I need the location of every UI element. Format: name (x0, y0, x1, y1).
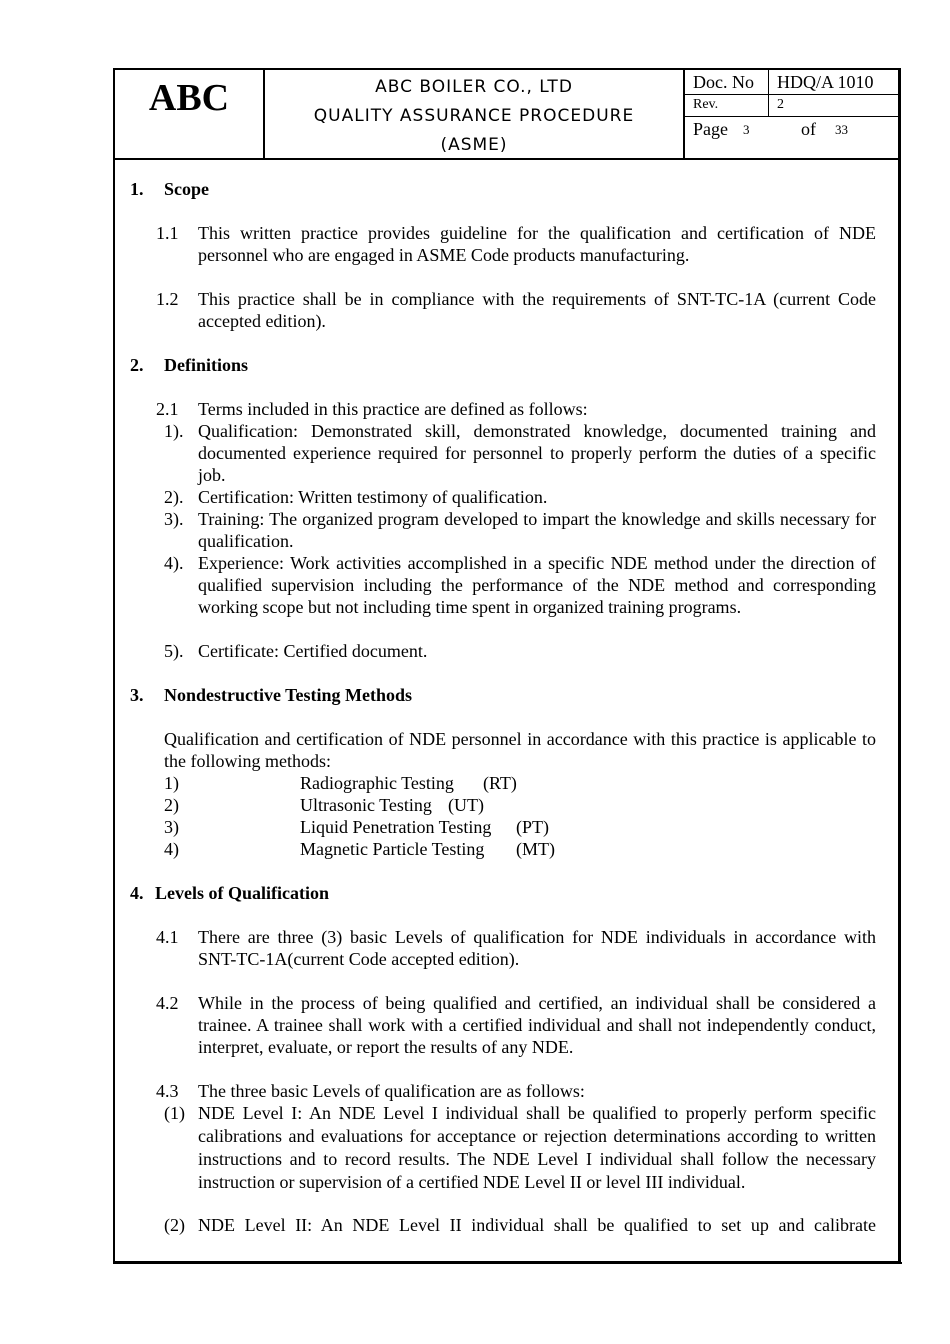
item-4-3-text: The three basic Levels of qualification are as follows: (198, 1081, 585, 1101)
item-1-2-number: 1.2 (156, 289, 179, 309)
document-info-box (683, 70, 898, 158)
method-2-name: Ultrasonic Testing (300, 795, 432, 815)
item-1-1-text: This written practice provides guideline for the qualification and certification of NDE personnel who are engaged in ASME Code products manufacturing. (198, 223, 876, 265)
document-type: QUALITY ASSURANCE PROCEDURE (313, 106, 635, 126)
frame-bottom-edge (113, 1262, 902, 1264)
section-2-title: Definitions (164, 355, 249, 375)
definition-5-number: 5). (164, 641, 184, 661)
section-1-number: 1. (130, 179, 144, 199)
item-4-2-number: 4.2 (156, 993, 179, 1013)
item-4-1-text: There are three (3) basic Levels of qualification for NDE individuals in accordance with SNT-TC-1A(current Code accepted edition). (198, 927, 876, 969)
doc-no-row (685, 70, 898, 95)
of-label: of (801, 119, 816, 139)
doc-no-value: HDQ/A 1010 (768, 70, 874, 94)
item-1-2-text: This practice shall be in compliance with the requirements of SNT-TC-1A (current Code accepted edition). (198, 289, 876, 331)
item-2-1-number: 2.1 (156, 399, 179, 419)
method-1-number: 1) (164, 773, 179, 793)
method-1-abbr: (RT) (483, 773, 517, 793)
definition-5-text: Certificate: Certified document. (198, 641, 428, 661)
definition-1-number: 1). (164, 421, 184, 441)
item-4-3-number: 4.3 (156, 1081, 179, 1101)
page-number: 3 (743, 122, 750, 137)
method-4-name: Magnetic Particle Testing (300, 839, 485, 859)
definition-2-text: Certification: Written testimony of qualification. (198, 487, 548, 507)
definition-4-number: 4). (164, 553, 184, 573)
section-2-number: 2. (130, 355, 144, 375)
level-1-number: (1) (164, 1103, 185, 1123)
page-frame (113, 68, 900, 1263)
definition-4-text: Experience: Work activities accomplished in a specific NDE method under the direction of qualified supervision including the performance of the NDE method and corresponding working scope but not including time spent in organized training programs. (198, 553, 876, 617)
page-row (685, 116, 898, 156)
doc-no-label: Doc. No (693, 72, 754, 92)
total-pages: 33 (835, 122, 848, 137)
item-1-1-number: 1.1 (156, 223, 179, 243)
rev-value: 2 (768, 94, 784, 116)
method-2-abbr: (UT) (448, 795, 484, 815)
frame-right-edge (899, 68, 901, 1264)
page-label: Page (693, 119, 728, 139)
section-3-number: 3. (130, 685, 144, 705)
definition-1-text: Qualification: Demonstrated skill, demonstrated knowledge, documented training and documented experience required for personnel to properly perform the duties of a specific job. (198, 421, 876, 485)
method-4-number: 4) (164, 839, 179, 859)
method-3-number: 3) (164, 817, 179, 837)
method-4-abbr: (MT) (516, 839, 555, 859)
definition-3-number: 3). (164, 509, 184, 529)
item-2-1-text: Terms included in this practice are defined as follows: (198, 399, 588, 419)
section-4-number: 4. (130, 883, 144, 903)
definition-2-number: 2). (164, 487, 184, 507)
item-4-2-text: While in the process of being qualified and certified, an individual shall be considered a trainee. A trainee shall work with a certified individual and shall not independently conduct, interpret, evaluate, or report the results of any NDE. (198, 993, 876, 1057)
company-logo: ABC (115, 70, 265, 158)
section-1-title: Scope (164, 179, 209, 199)
revision-row (685, 94, 898, 117)
level-1-text: NDE Level I: An NDE Level I individual shall be qualified to properly perform specific calibrations and evaluations for acceptance or rejection determinations according to written instructions and to record results. The NDE Level I individual shall follow the necessary instruction or supervision of a certified NDE Level II or level III individual. (198, 1103, 876, 1192)
level-2-text: NDE Level II: An NDE Level II individual shall be qualified to set up and calibrate (198, 1215, 876, 1235)
method-3-name: Liquid Penetration Testing (300, 817, 492, 837)
level-2-number: (2) (164, 1215, 185, 1235)
section-3-intro: Qualification and certification of NDE personnel in accordance with this practice is applicable to the following methods: (164, 729, 876, 771)
method-2-number: 2) (164, 795, 179, 815)
standard-name: (ASME) (440, 135, 508, 155)
section-4-title: Levels of Qualification (155, 883, 329, 903)
header-title (265, 70, 683, 158)
definition-3-text: Training: The organized program developed to impart the knowledge and skills necessary for qualification. (198, 509, 876, 551)
company-name: ABC BOILER CO., LTD (375, 77, 573, 97)
method-3-abbr: (PT) (516, 817, 549, 837)
item-4-1-number: 4.1 (156, 927, 179, 947)
section-3-title: Nondestructive Testing Methods (164, 685, 413, 705)
method-1-name: Radiographic Testing (300, 773, 454, 793)
document-header (115, 70, 898, 160)
rev-label: Rev. (693, 97, 719, 112)
